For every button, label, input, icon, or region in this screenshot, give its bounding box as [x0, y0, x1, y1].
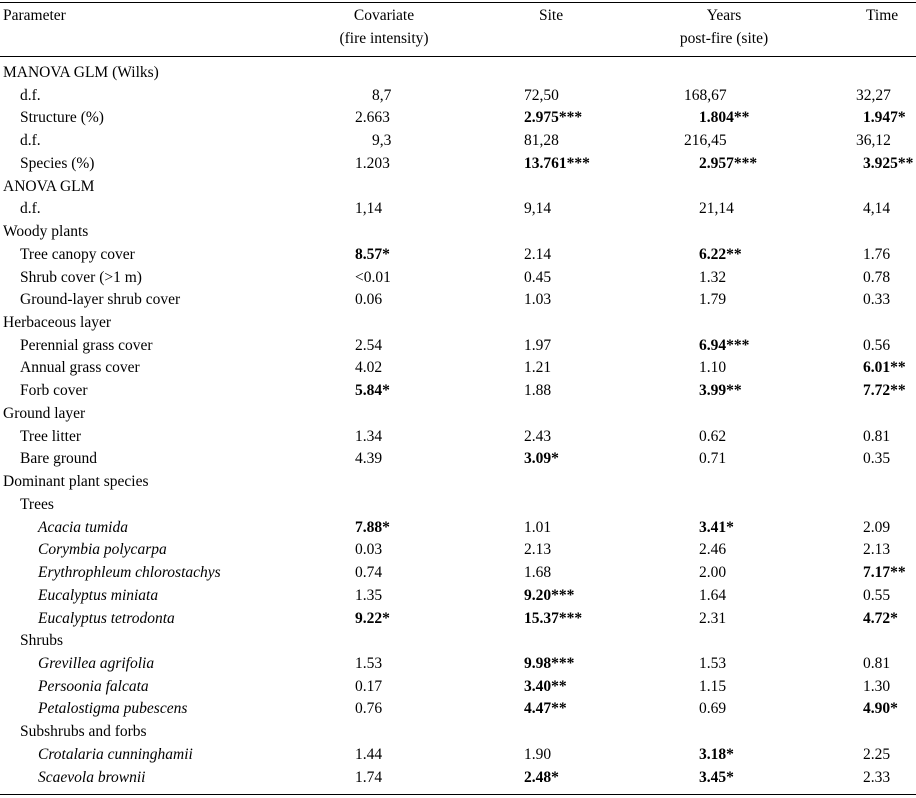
years-value: 1.10 [699, 359, 727, 377]
site-value: 15.37*** [524, 609, 583, 627]
header-covariate: Covariate (fire intensity) [339, 7, 429, 47]
table-row [0, 653, 916, 676]
covariate-value: <0.01 [355, 268, 391, 286]
row-label: d.f. [20, 132, 41, 150]
table-row [0, 176, 916, 199]
row-label: Eucalyptus tetrodonta [38, 609, 175, 627]
header-site: Site [539, 7, 564, 24]
table-row [0, 267, 916, 290]
site-value: 2.975*** [524, 109, 583, 127]
years-value: 3.99** [699, 382, 742, 400]
covariate-value: 8,7 [372, 86, 392, 104]
covariate-value: 1.203 [355, 154, 390, 172]
covariate-value: 9,3 [372, 132, 392, 150]
table-row [0, 494, 916, 517]
site-value: 1.97 [524, 336, 552, 354]
time-value: 1.76 [863, 245, 891, 263]
years-value: 1.15 [699, 677, 727, 695]
time-value: 1.30 [863, 677, 891, 695]
table-row [0, 608, 916, 631]
site-value: 9.98*** [524, 654, 575, 672]
row-label: Scaevola brownii [38, 768, 146, 786]
years-value: 3.18* [699, 745, 734, 763]
covariate-value: 7.88* [355, 518, 390, 536]
top-rule [0, 2, 916, 3]
years-value: 2.46 [699, 541, 727, 559]
table-row [0, 676, 916, 699]
site-value: 1.21 [524, 359, 552, 377]
row-label: Shrubs [20, 632, 64, 650]
row-label: Trees [20, 495, 54, 513]
time-value: 4,14 [863, 200, 891, 218]
site-value: 3.09* [524, 450, 559, 468]
row-label: Structure (%) [20, 109, 104, 127]
time-value: 4.90* [863, 700, 898, 718]
time-value: 0.81 [863, 427, 891, 445]
row-label: ANOVA GLM [3, 177, 95, 195]
time-value: 32,27 [856, 86, 891, 104]
row-label: Ground-layer shrub cover [20, 291, 181, 309]
row-label: Herbaceous layer [3, 314, 112, 332]
site-value: 1.68 [524, 564, 552, 582]
table-row [0, 289, 916, 312]
site-value: 2.43 [524, 427, 552, 445]
row-label: Corymbia polycarpa [38, 541, 167, 559]
table-row [0, 744, 916, 767]
years-value: 2.00 [699, 564, 727, 582]
row-label: Perennial grass cover [20, 336, 153, 354]
years-value: 0.69 [699, 700, 727, 718]
table-row [0, 221, 916, 244]
years-value: 6.22** [699, 245, 742, 263]
covariate-value: 4.39 [355, 450, 383, 468]
site-value: 2.48* [524, 768, 559, 786]
time-value: 6.01** [863, 359, 906, 377]
covariate-value: 4.02 [355, 359, 383, 377]
time-value: 0.81 [863, 654, 891, 672]
time-value: 7.72** [863, 382, 906, 400]
row-label: Erythrophleum chlorostachys [38, 564, 221, 582]
years-value: 1.804** [699, 109, 750, 127]
time-value: 2.25 [863, 745, 891, 763]
row-label: Species (%) [20, 154, 95, 172]
covariate-value: 2.663 [355, 109, 390, 127]
years-value: 1.79 [699, 291, 727, 309]
site-value: 9.20*** [524, 586, 575, 604]
table-row [0, 380, 916, 403]
years-value: 21,14 [699, 200, 734, 218]
time-value: 1.947* [863, 109, 906, 127]
years-value: 2.957*** [699, 154, 758, 172]
site-value: 9,14 [524, 200, 552, 218]
row-label: Tree litter [20, 427, 81, 445]
row-label: MANOVA GLM (Wilks) [3, 64, 159, 81]
bottom-rule [0, 794, 916, 795]
covariate-value: 1.74 [355, 768, 383, 786]
time-value: 0.55 [863, 586, 891, 604]
time-value: 4.72* [863, 609, 898, 627]
table-row [0, 130, 916, 153]
table-row [0, 585, 916, 608]
site-value: 0.45 [524, 268, 552, 286]
row-label: Tree canopy cover [20, 245, 135, 263]
table-row [0, 426, 916, 449]
table-row [0, 62, 916, 85]
years-value: 3.41* [699, 518, 734, 536]
time-value: 36,12 [856, 132, 891, 150]
time-value: 0.35 [863, 450, 891, 468]
row-label: Persoonia falcata [38, 677, 149, 695]
table-row [0, 448, 916, 471]
site-value: 3.40** [524, 677, 567, 695]
time-value: 0.33 [863, 291, 891, 309]
years-value: 1.32 [699, 268, 727, 286]
covariate-value: 0.06 [355, 291, 383, 309]
row-label: Subshrubs and forbs [20, 723, 147, 741]
table-row [0, 85, 916, 108]
site-value: 2.14 [524, 245, 552, 263]
row-label: d.f. [20, 200, 41, 218]
header-parameter: Parameter [3, 7, 66, 24]
years-value: 3.45* [699, 768, 734, 786]
header-time: Time [866, 7, 899, 24]
table-row [0, 721, 916, 744]
row-label: Woody plants [3, 223, 89, 241]
table-row [0, 471, 916, 494]
time-value: 3.925** [863, 154, 914, 172]
table-row [0, 630, 916, 653]
covariate-value: 0.17 [355, 677, 383, 695]
site-value: 81,28 [524, 132, 559, 150]
row-label: Ground layer [3, 404, 86, 422]
years-value: 1.53 [699, 654, 727, 672]
years-value: 0.71 [699, 450, 727, 468]
covariate-value: 1.34 [355, 427, 383, 445]
covariate-value: 0.76 [355, 700, 383, 718]
table-row [0, 357, 916, 380]
time-value: 0.78 [863, 268, 891, 286]
table-row [0, 153, 916, 176]
site-value: 1.01 [524, 518, 552, 536]
covariate-value: 9.22* [355, 609, 390, 627]
covariate-value: 1,14 [355, 200, 383, 218]
site-value: 4.47** [524, 700, 567, 718]
covariate-value: 8.57* [355, 245, 390, 263]
covariate-value: 1.44 [355, 745, 383, 763]
table-row [0, 312, 916, 335]
time-value: 0.56 [863, 336, 891, 354]
years-value: 168,67 [684, 86, 727, 104]
row-label: Crotalaria cunninghamii [38, 745, 193, 763]
time-value: 2.13 [863, 541, 891, 559]
row-label: d.f. [20, 86, 41, 104]
time-value: 2.33 [863, 768, 891, 786]
row-label: Grevillea agrifolia [38, 654, 155, 672]
table-row [0, 698, 916, 721]
time-value: 2.09 [863, 518, 891, 536]
covariate-value: 0.03 [355, 541, 383, 559]
header-years-post-fire: Years post-fire (site) [679, 7, 769, 47]
table-row [0, 403, 916, 426]
table-row [0, 767, 916, 790]
site-value: 1.88 [524, 382, 552, 400]
table-row [0, 517, 916, 540]
years-value: 2.31 [699, 609, 727, 627]
years-value: 0.62 [699, 427, 727, 445]
table-row [0, 107, 916, 130]
row-label: Forb cover [20, 382, 88, 400]
time-value: 7.17** [863, 564, 906, 582]
table-row [0, 562, 916, 585]
site-value: 2.13 [524, 541, 552, 559]
table-row [0, 244, 916, 267]
covariate-value: 5.84* [355, 382, 390, 400]
years-value: 6.94*** [699, 336, 750, 354]
covariate-value: 1.35 [355, 586, 383, 604]
row-label: Annual grass cover [20, 359, 140, 377]
row-label: Shrub cover (>1 m) [20, 268, 142, 286]
row-label: Acacia tumida [38, 518, 128, 536]
row-label: Petalostigma pubescens [38, 700, 188, 718]
table-row [0, 198, 916, 221]
years-value: 216,45 [684, 132, 727, 150]
covariate-value: 1.53 [355, 654, 383, 672]
row-label: Dominant plant species [3, 473, 149, 491]
table-row [0, 539, 916, 562]
site-value: 1.90 [524, 745, 552, 763]
years-value: 1.64 [699, 586, 727, 604]
site-value: 72,50 [524, 86, 559, 104]
site-value: 13.761*** [524, 154, 590, 172]
table-row [0, 335, 916, 358]
site-value: 1.03 [524, 291, 552, 309]
header-rule [0, 56, 916, 57]
covariate-value: 2.54 [355, 336, 383, 354]
row-label: Bare ground [20, 450, 98, 468]
row-label: Eucalyptus miniata [38, 586, 159, 604]
covariate-value: 0.74 [355, 564, 383, 582]
